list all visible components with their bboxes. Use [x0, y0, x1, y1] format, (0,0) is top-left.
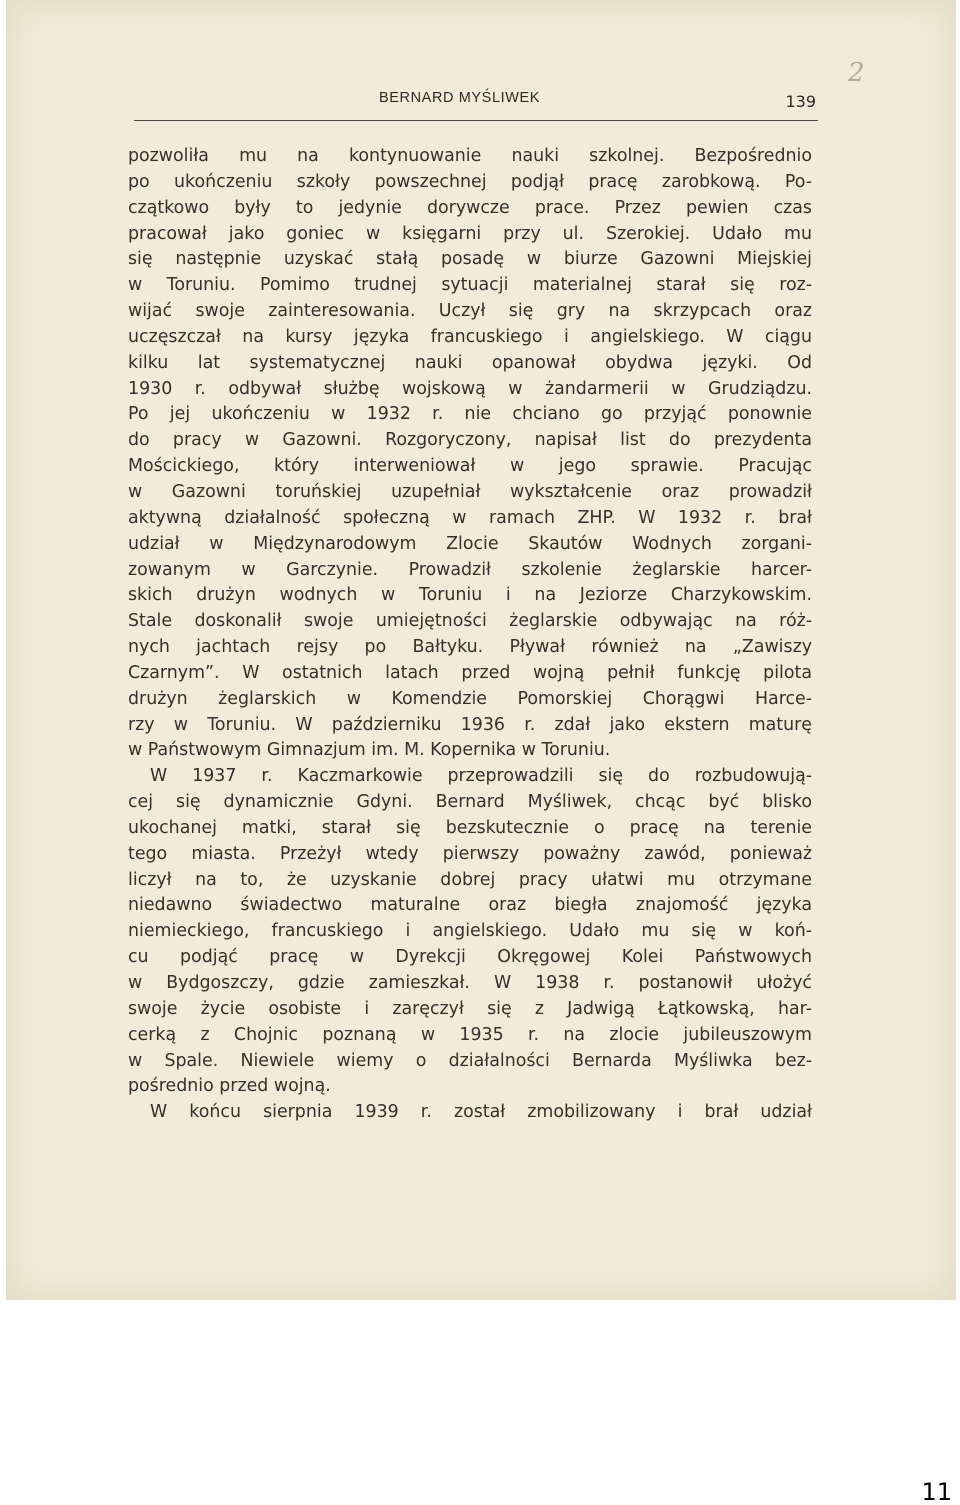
text-line: niemieckiego, francuskiego i angielskiego. Udało mu się w koń- — [128, 921, 812, 942]
text-line: Stale doskonalił swoje umiejętności żeglarskie odbywając na róż- — [128, 611, 812, 632]
text-line: cerką z Chojnic poznaną w 1935 r. na zlocie jubileuszowym — [128, 1024, 812, 1045]
text-line: pośrednio przed wojną. — [128, 1076, 331, 1097]
pencil-corner-mark: 2 — [848, 58, 865, 88]
text-line: liczył na to, że uzyskanie dobrej pracy ułatwi mu otrzymane — [128, 869, 812, 890]
text-line: w Bydgoszczy, gdzie zamieszkał. W 1938 r. postanowił ułożyć — [128, 973, 812, 993]
text-line: cej się dynamicznie Gdyni. Bernard Myśliwek, chcąc być blisko — [128, 792, 812, 813]
text-line: 1930 r. odbywał służbę wojskową w żandarmerii w Grudziądzu. — [128, 378, 812, 399]
text-line: w Państwowym Gimnazjum im. M. Kopernika w Toruniu. — [128, 740, 611, 761]
text-line: rzy w Toruniu. W październiku 1936 r. zdał jako ekstern maturę — [128, 714, 812, 735]
text-line: udział w Międzynarodowym Zlocie Skautów Wodnych zorgani- — [128, 533, 812, 554]
text-line: skich drużyn wodnych w Toruniu i na Jeziorze Charzykowskim. — [128, 585, 812, 606]
text-line: tego miasta. Przeżył wtedy pierwszy poważny zawód, ponieważ — [128, 843, 812, 864]
text-line: pracował jako goniec w księgarni przy ul. Szerokiej. Udało mu — [128, 223, 812, 244]
text-line: swoje życie osobiste i zaręczył się z Jadwigą Łątkowską, har- — [128, 998, 812, 1019]
sheet-number: 11 — [921, 1478, 952, 1505]
text-line: nych jachtach rejsy po Bałtyku. Pływał również na „Zawiszy — [128, 637, 812, 658]
running-title: BERNARD MYŚLIWEK — [379, 90, 541, 106]
text-line: w Toruniu. Pomimo trudnej sytuacji materialnej starał się roz- — [128, 275, 812, 296]
text-line: się następnie uzyskać stałą posadę w biurze Gazowni Miejskiej — [128, 249, 812, 270]
text-line: uczęszczał na kursy języka francuskiego i angielskiego. W ciągu — [128, 326, 812, 347]
text-line: pozwoliła mu na kontynuowanie nauki szkolnej. Bezpośrednio — [128, 146, 812, 166]
text-line: aktywną działalność społeczną w ramach ZHP. W 1932 r. brał — [128, 507, 812, 528]
text-line: do pracy w Gazowni. Rozgoryczony, napisał list do prezydenta — [128, 430, 812, 451]
text-line: w Spale. Niewiele wiemy o działalności Bernarda Myśliwka bez- — [128, 1050, 812, 1071]
text-line: wijać swoje zainteresowania. Uczył się gry na skrzypcach oraz — [128, 301, 812, 322]
text-line: kilku lat systematycznej nauki opanował obydwa języki. Od — [128, 352, 812, 373]
text-line: czątkowo były to jedynie dorywcze prace. Przez pewien czas — [128, 197, 812, 218]
text-line: drużyn żeglarskich w Komendzie Pomorskiej Chorągwi Harce- — [128, 688, 812, 709]
page-number: 139 — [785, 92, 816, 111]
text-line: niedawno świadectwo maturalne oraz biegła znajomość języka — [128, 895, 812, 916]
body-text — [128, 144, 812, 1126]
running-head — [134, 90, 818, 121]
text-line: w Gazowni toruńskiej uzupełniał wykształcenie oraz prowadził — [128, 481, 812, 502]
text-line: ukochanej matki, starał się bezskutecznie o pracę na terenie — [128, 817, 812, 838]
text-line: Czarnym”. W ostatnich latach przed wojną pełnił funkcję pilota — [128, 662, 812, 683]
text-line: W końcu sierpnia 1939 r. został zmobilizowany i brał udział — [150, 1102, 812, 1123]
text-line: zowanym w Garczynie. Prowadził szkolenie żeglarskie harcer- — [128, 559, 812, 580]
text-line: Mościckiego, który interweniował w jego sprawie. Pracując — [128, 456, 812, 477]
text-line: po ukończeniu szkoły powszechnej podjął pracę zarobkową. Po- — [128, 171, 812, 192]
text-line: W 1937 r. Kaczmarkowie przeprowadzili się do rozbudowują- — [150, 766, 812, 787]
text-line: cu podjąć pracę w Dyrekcji Okręgowej Kolei Państwowych — [128, 947, 812, 968]
text-line: Po jej ukończeniu w 1932 r. nie chciano go przyjąć ponownie — [128, 404, 812, 425]
